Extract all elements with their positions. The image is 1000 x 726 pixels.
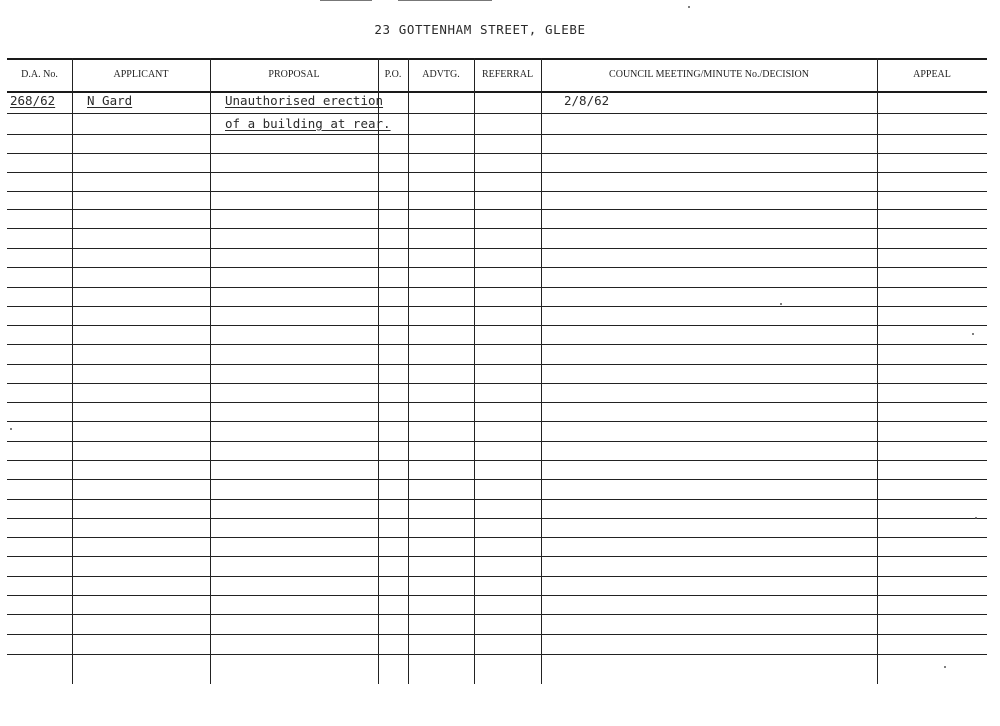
ruled-line <box>7 364 987 365</box>
ruled-line <box>7 209 987 210</box>
ruled-line <box>7 576 987 577</box>
ruled-line <box>7 153 987 154</box>
ruled-line <box>7 402 987 403</box>
column-header-po: P.O. <box>384 69 402 80</box>
column-divider <box>408 58 409 684</box>
ruled-line <box>7 248 987 249</box>
ruled-line <box>7 441 987 442</box>
ruled-line <box>7 654 987 655</box>
column-divider <box>474 58 475 684</box>
column-divider <box>877 58 878 684</box>
scan-mark <box>320 0 372 1</box>
entry-council-decision: 2/8/62 <box>564 93 610 108</box>
column-header-advtg: ADVTG. <box>422 69 460 80</box>
ruled-line <box>7 172 987 173</box>
ruled-line <box>7 421 987 422</box>
ruled-line <box>7 479 987 480</box>
register-table <box>7 58 987 684</box>
ruled-line <box>7 113 987 114</box>
scan-mark <box>398 0 492 1</box>
column-header-council: COUNCIL MEETING/MINUTE No./DECISION <box>609 69 809 80</box>
column-divider <box>541 58 542 684</box>
ruled-line <box>7 325 987 326</box>
column-divider <box>210 58 211 684</box>
scan-speck <box>688 6 690 8</box>
ruled-line <box>7 287 987 288</box>
ruled-line <box>7 634 987 635</box>
entry-da-number: 268/62 <box>10 93 56 108</box>
column-header-proposal: PROPOSAL <box>268 69 320 80</box>
ruled-line <box>7 460 987 461</box>
scan-speck <box>780 303 782 305</box>
ruled-line <box>7 537 987 538</box>
ruled-line <box>7 556 987 557</box>
ruled-line <box>7 383 987 384</box>
ruled-line <box>7 134 987 135</box>
ruled-line <box>7 344 987 345</box>
entry-applicant: N Gard <box>87 93 133 108</box>
ruled-line <box>7 499 987 500</box>
column-header-da-no: D.A. No. <box>21 69 58 80</box>
column-header-applicant: APPLICANT <box>113 69 169 80</box>
column-header-appeal: APPEAL <box>913 69 951 80</box>
ruled-line <box>7 306 987 307</box>
scan-speck <box>10 428 12 430</box>
ruled-line <box>7 595 987 596</box>
column-header-referral: REFERRAL <box>481 69 534 80</box>
entry-proposal-line-2: of a building at rear. <box>225 116 391 131</box>
header-bottom-rule <box>7 91 987 93</box>
column-divider <box>72 58 73 684</box>
scan-speck <box>972 333 974 335</box>
column-divider <box>378 58 379 684</box>
ruled-line <box>7 614 987 615</box>
scan-speck <box>944 666 946 668</box>
page-title: 23 GOTTENHAM STREET, GLEBE <box>374 22 586 37</box>
ruled-line <box>7 191 987 192</box>
entry-proposal-line-1: Unauthorised erection <box>225 93 384 108</box>
table-top-rule <box>7 58 987 60</box>
ruled-line <box>7 267 987 268</box>
ruled-line <box>7 228 987 229</box>
scan-speck <box>975 517 977 519</box>
ruled-line <box>7 518 987 519</box>
